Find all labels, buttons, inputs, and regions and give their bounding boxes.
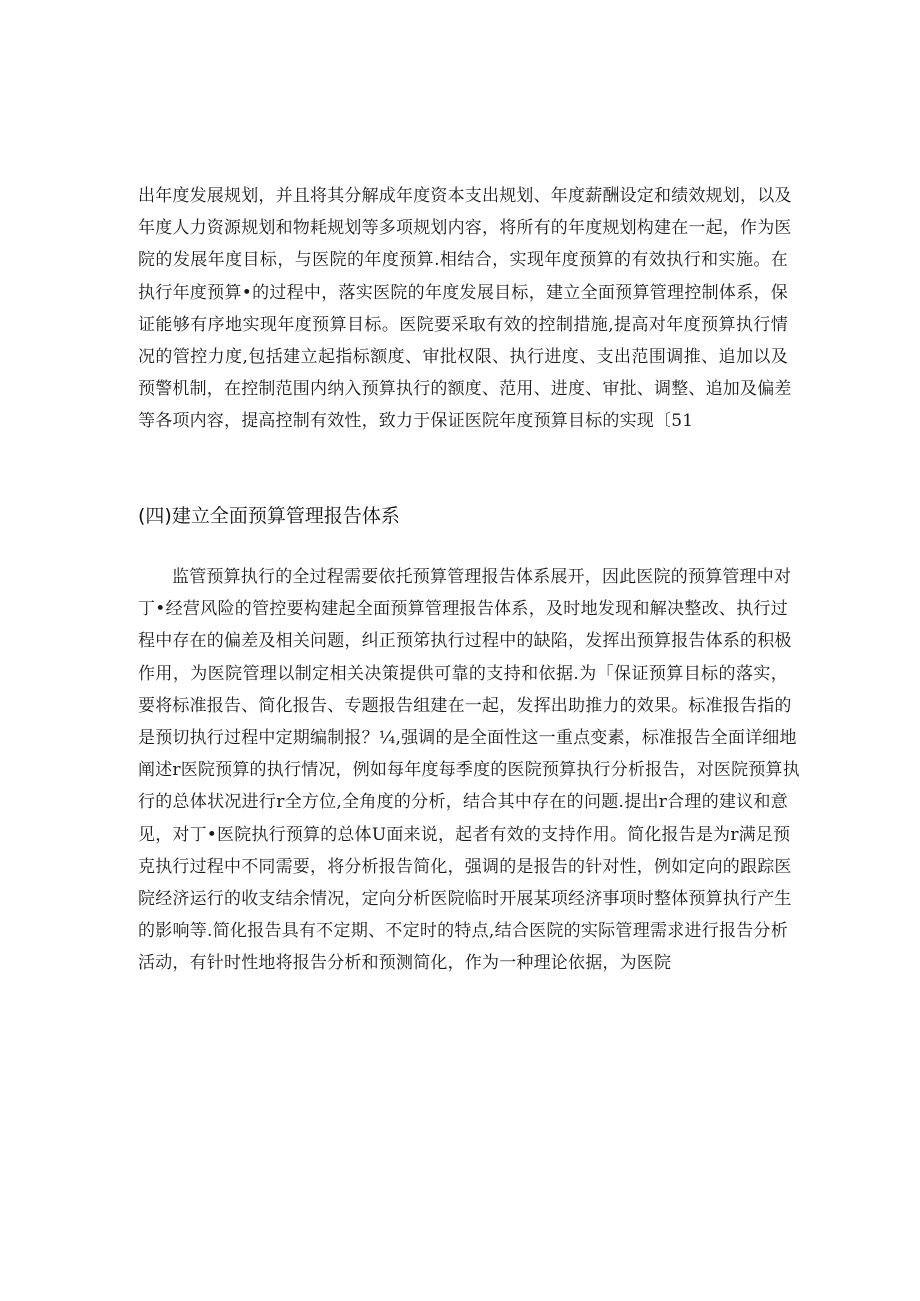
- text-line: 阐述r医院预算的执行情况，例如每年度每季度的医院预算执行分析报告，对医院预算执: [138, 760, 800, 781]
- text-line: 监管预算执行的全过程需要依托预算管理报告体系展开，因此医院的预算管理中对: [172, 567, 792, 587]
- text-line: 院的发展年度目标，与医院的年度预算.相结合，实现年度预算的有效执行和实施。在: [138, 250, 788, 271]
- text-line: 丁•经营风险的管控要构建起全面预算管理报告体系，及时地发现和解决整改、执行过: [138, 599, 788, 620]
- text-line: 的影响等.简化报告具有不定期、不定时的特点,结合医院的实际管理需求进行报告分析: [138, 921, 788, 942]
- text-line: 行的总体状况进行r全方位,全角度的分析，结合其中存在的问题.提出r合理的建议和意: [138, 792, 788, 813]
- text-line: 作用，为医院管理以制定相关决策提供可靠的支持和依据.为「保证预算目标的落实，: [138, 663, 788, 684]
- text-line: 活动，有针时性地将报告分析和预测简化，作为一种理论依据，为医院: [138, 953, 672, 974]
- text-line: 克执行过程中不同需要，将分析报告简化，强调的是报告的针对性，例如定向的跟踪医: [138, 856, 792, 877]
- text-line: 预警机制，在控制范围内纳入预算执行的额度、范用、进度、审批、调整、追加及偏差: [138, 379, 792, 400]
- paragraph-report-system: [138, 561, 800, 979]
- text-line: 等各项内容，提高控制有效性，致力于保证医院年度预算目标的实现〔51: [138, 411, 694, 432]
- text-line: 年度人力资源规划和物耗规划等多项规划内容，将所有的年度规划构建在一起，作为医: [138, 218, 792, 239]
- text-line: 程中存在的偏差及相关问题，纠正预笫执行过程中的缺陷，发挥出预算报告体系的积极: [138, 631, 792, 652]
- text-line: 出年度发展规划，并且将其分解成年度资本支出规划、年度薪酬设定和绩效规划，以及: [138, 186, 792, 206]
- section-heading: (四)建立全面预算管理报告体系: [138, 505, 400, 527]
- text-line: 况的管控力度,包括建立起指标额度、审批权限、执行进度、支出范围调推、追加以及: [138, 346, 788, 367]
- text-line: 执行年度预算•的过程中，落实医院的年度发展目标，建立全面预算管理控制体系，保: [138, 282, 788, 303]
- text-line: 院经济运行的收支结余情况，定向分析医院临时开展某项经济事项时整体预算执行产生: [138, 888, 792, 909]
- paragraph-budget-control: [138, 180, 792, 438]
- text-line: 是预切执行过程中定期编制报？¼,强调的是全面性这一重点变素，标准报告全面详细地: [138, 727, 797, 748]
- text-line: 见，对丁•医院执行预算的总体U面来说，起者有效的支持作用。简化报告是为r满足预: [138, 824, 791, 845]
- text-line: 要将标准报告、简化报告、专题报告组建在一起，发挥出助推力的效果。标准报告指的: [138, 695, 792, 716]
- text-line: 证能够有序地实现年度预算目标。医院要采取有效的控制措施,提高对年度预算执行情: [138, 314, 788, 335]
